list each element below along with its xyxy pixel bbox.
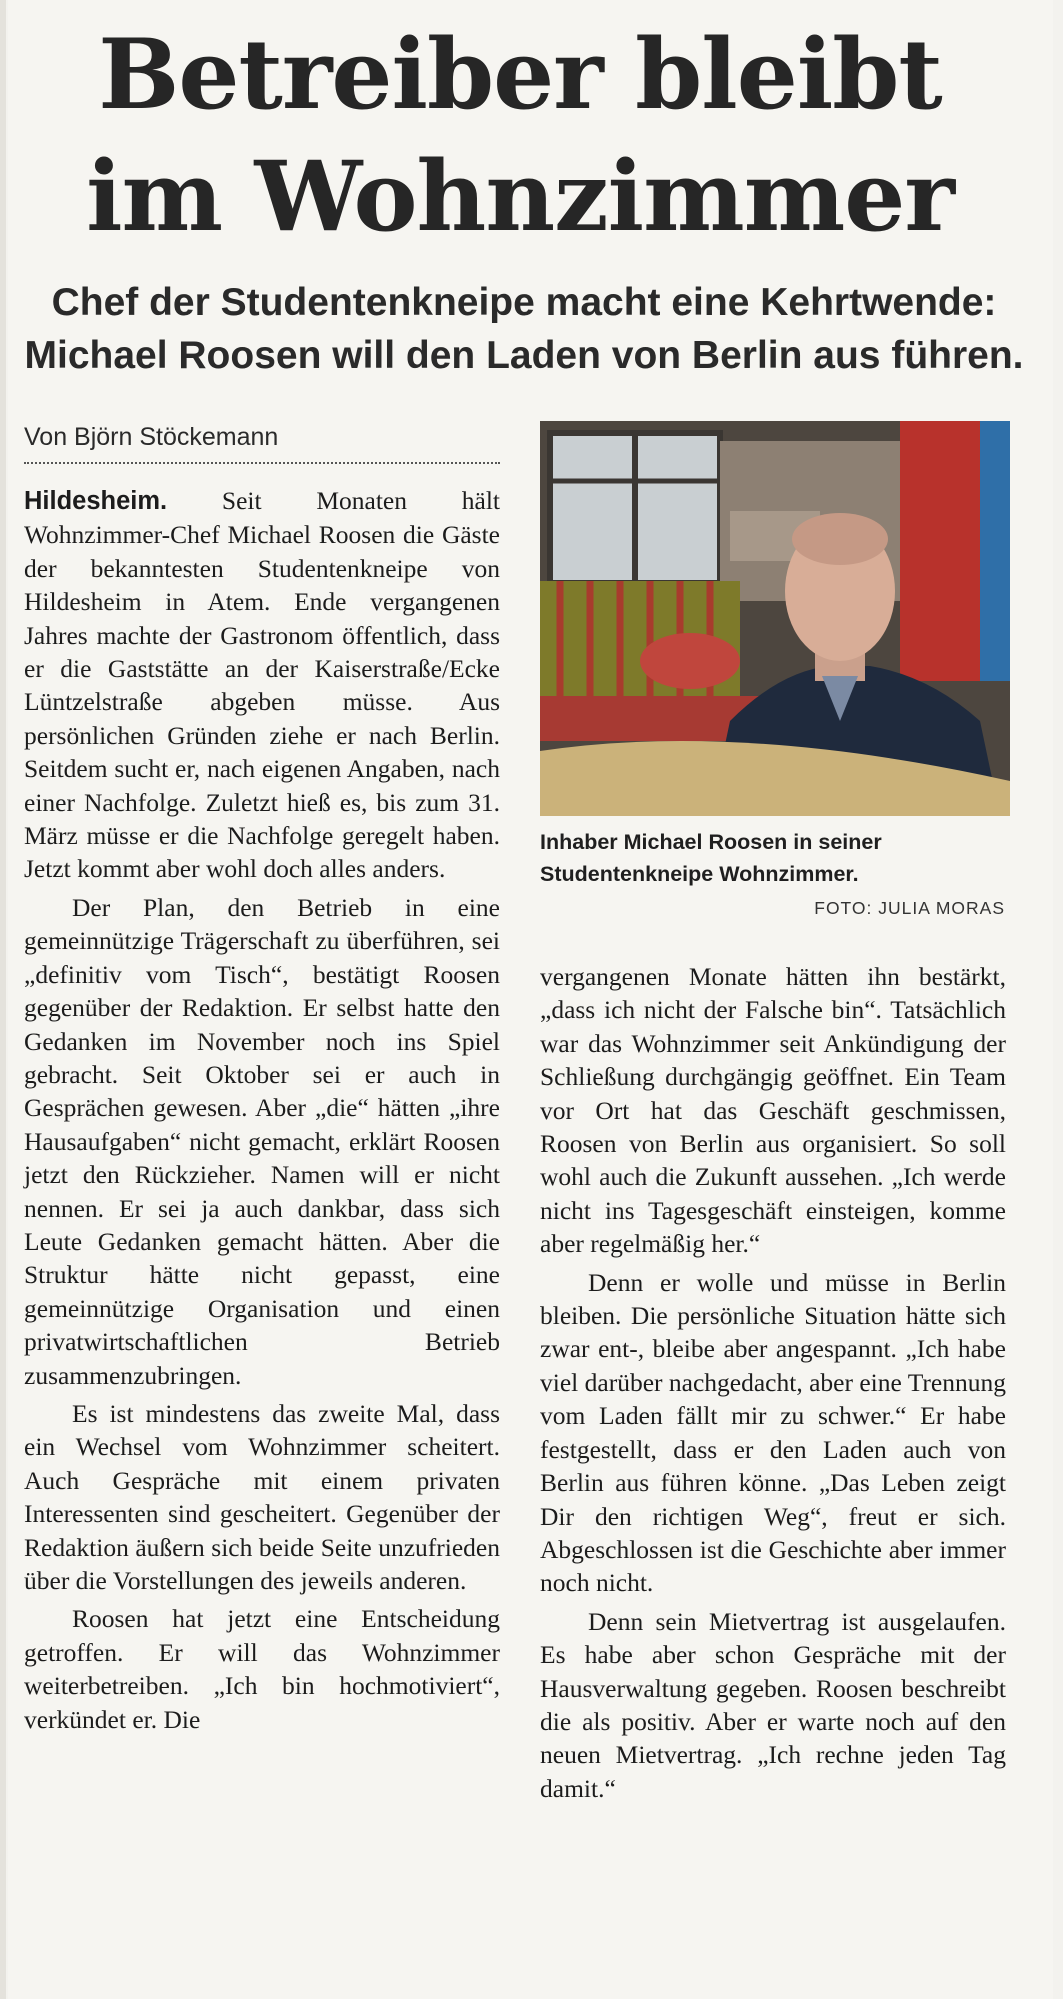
article-column-right bbox=[540, 960, 1006, 1805]
photo-caption-line-1: Inhaber Michael Roosen in seiner bbox=[540, 830, 882, 854]
paragraph-6: Denn er wolle und müsse in Berlin bleiben. Die persönliche Situation hätte sich zwar ent-, bleibe aber angespannt. „Ich habe viel darüber nachgedacht, aber eine Trennung vom Laden fällt mir zu schwer.“ Er habe festgestellt, dass er den Laden auch von Berlin aus führen könne. „Das Leben zeigt Dir den richtigen Weg“, freut er sich. Abgeschlossen ist die Geschichte aber immer noch nicht. bbox=[540, 1267, 1006, 1598]
headline-line-2: im Wohnzimmer bbox=[86, 140, 954, 253]
photo-caption bbox=[540, 826, 1010, 890]
dateline: Hildesheim. bbox=[24, 487, 168, 515]
paragraph-3: Es ist mindestens das zweite Mal, dass ein Wechsel vom Wohnzimmer scheitert. Auch Gespräche mit einem privaten Interessenten sind gescheitert. Gegenüber der Redaktion äußern sich beide Seite unzufrieden über die Vorstellungen des jeweils anderen. bbox=[24, 1398, 500, 1595]
article-photo bbox=[540, 421, 1010, 816]
photo-illustration bbox=[540, 421, 1010, 816]
paragraph-1 bbox=[24, 484, 500, 886]
subheadline-line-1: Chef der Studentenkneipe macht eine Kehrtwende: bbox=[51, 281, 997, 324]
paragraph-2: Der Plan, den Betrieb in eine gemeinnützige Trägerschaft zu überführen, sei „definitiv vom Tisch“, bestätigt Roosen gegenüber der Redaktion. Er selbst hatte den Gedanken im November noch ins Spiel gebracht. Seit Oktober sei er auch in Gesprächen gewesen. Aber „die“ hätten „ihre Hausaufgaben“ nicht gemacht, erklärt Roosen jetzt den Rückzieher. Namen will er nicht nennen. Er sei ja auch dankbar, dass sich Leute Gedanken gemacht hätten. Aber die Struktur hätte nicht gepasst, eine gemeinnützige Organisation und einen privatwirtschaftlichen Betrieb zusammenzubringen. bbox=[24, 892, 500, 1390]
headline bbox=[20, 14, 1020, 258]
paragraph-5: vergangenen Monate hätten ihn bestärkt, „dass ich nicht der Falsche bin“. Tatsächlich war das Wohnzimmer seit Ankündigung der Schließung durchgängig geöffnet. Ein Team vor Ort hat das Geschäft geschmissen, Roosen von Berlin aus organisiert. So soll wohl auch die Zukunft aussehen. „Ich werde nicht ins Tagesgeschäft einsteigen, komme aber regelmäßig her.“ bbox=[540, 962, 1006, 1259]
subheadline-line-2: Michael Roosen will den Laden von Berlin aus führen. bbox=[24, 334, 1024, 377]
headline-line-1: Betreiber bleibt bbox=[98, 18, 942, 131]
photo-credit: FOTO: JULIA MORAS bbox=[814, 898, 1005, 918]
paragraph-4: Roosen hat jetzt eine Entscheidung getroffen. Er will das Wohnzimmer weiterbetreiben. „Ich bin hochmotiviert“, verkündet er. Die bbox=[24, 1604, 500, 1734]
subheadline bbox=[14, 276, 1034, 382]
paragraph-1-text: Seit Monaten hält Wohnzimmer-Chef Michael Roosen die Gäste der bekanntesten Studentenkneipe von Hildesheim in Atem. Ende vergangenen Jahres machte der Gastronom öffentlich, dass er die Gaststätte an der Kaiserstraße/Ecke Lüntzelstraße abgeben müsse. Aus persönlichen Gründen ziehe er nach Berlin. Seitdem sucht er, nach eigenen Angaben, nach einer Nachfolge. Zuletzt hieß es, bis zum 31. März müsse er die Nachfolge geregelt haben. Jetzt kommt aber wohl doch alles anders. bbox=[24, 486, 500, 884]
byline: Von Björn Stöckemann bbox=[24, 420, 500, 464]
page-edge bbox=[0, 0, 6, 1999]
photo-caption-line-2: Studentenkneipe Wohnzimmer. bbox=[540, 862, 859, 886]
article-column-left bbox=[24, 484, 500, 1736]
paragraph-7: Denn sein Mietvertrag ist ausgelaufen. Es habe aber schon Gespräche mit der Hausverwaltung gegeben. Roosen beschreibt die als positiv. Aber er warte noch auf den neuen Mietvertrag. „Ich rechne jeden Tag damit.“ bbox=[540, 1606, 1006, 1803]
